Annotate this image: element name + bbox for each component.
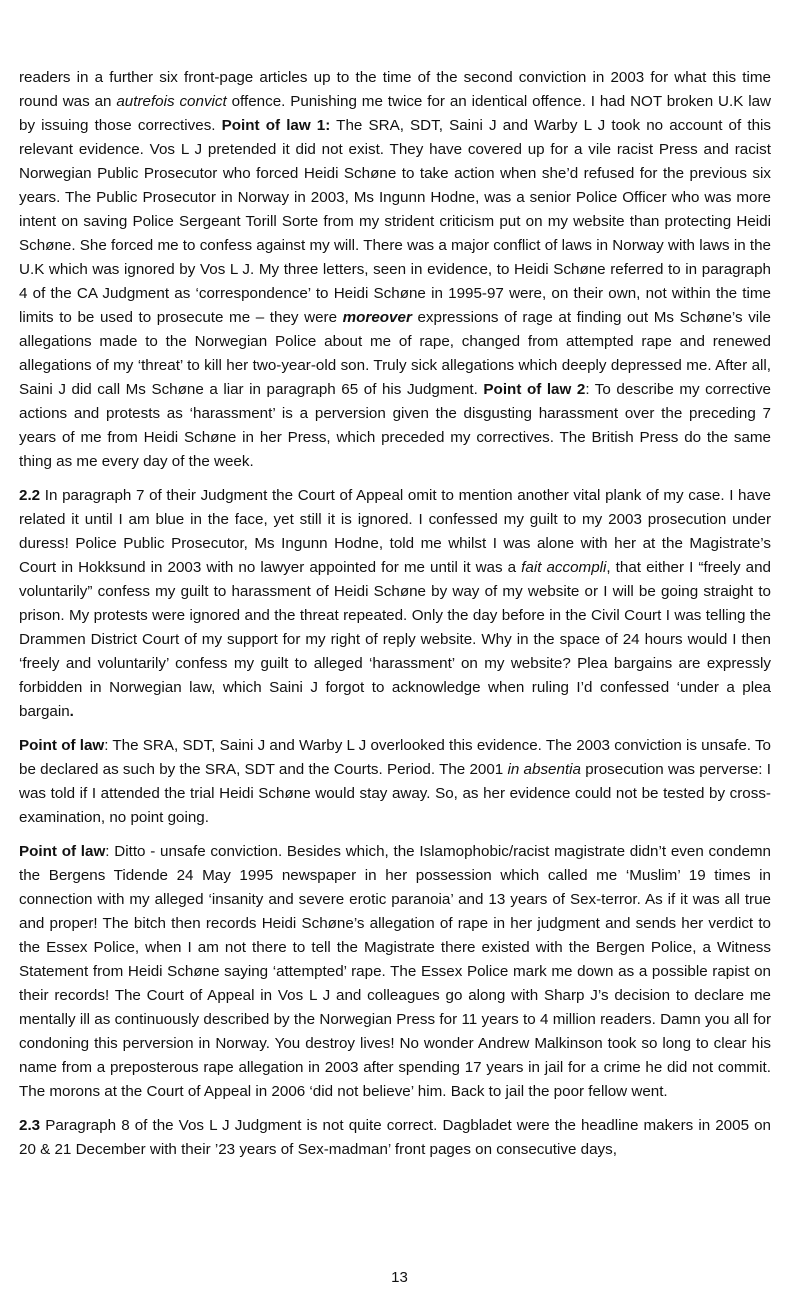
page-number: 13 (391, 1269, 408, 1286)
body-text: expressions of rage at finding out Ms Schøne’s vile allegations made to the Norwegian Police about me of rape, changed from attempted rape and renewed allegations of my ‘threat’ to kill her two-year-old son. Truly sick allegations which deeply depressed me. After all, Saini J did call Ms Schøne a liar in paragraph 65 of his Judgment. (19, 309, 771, 398)
paragraph (19, 734, 771, 830)
body-text: offence. Punishing me twice for an identical offence. I had NOT broken U.K law by issuing those correctives. (19, 93, 771, 134)
bold-italic-text: moreover (342, 309, 412, 326)
document-body (19, 66, 771, 1172)
bold-text: Point of law (19, 737, 105, 754)
paragraph (19, 66, 771, 474)
italic-text: in absentia (507, 761, 581, 778)
body-text: : To describe my corrective actions and protests as ‘harassment’ is a perversion given the disgusting harassment over the preceding 7 years of me from Heidi Schøne in her Press, which preceded my correctives. The British Press do the same thing as me every day of the week. (19, 381, 771, 470)
bold-text: 2.3 (19, 1117, 41, 1134)
body-text: readers in a further six front-page articles up to the time of the second conviction in 2003 for what this time round was an (19, 69, 771, 110)
body-text: prosecution was perverse: I was told if I attended the trial Heidi Schøne would stay away. So, as her evidence could not be tested by cross-examination, no point going. (19, 761, 771, 826)
paragraph (19, 1114, 771, 1162)
bold-text: Point of law (19, 843, 106, 860)
body-text: , that either I “freely and voluntarily” confess my guilt to harassment of Heidi Schøne by way of my website or I will be going straight to prison. My protests were ignored and the threat repeated. Only the day before in the Civil Court I was telling the Drammen District Court of my support for my right of reply website. Why in the space of 24 hours would I then ‘freely and voluntarily’ confess my guilt to alleged ‘harassment’ on my website? Plea bargains are expressly forbidden in Norwegian law, which Saini J forgot to acknowledge when ruling I’d confessed ‘under a plea bargain (19, 559, 771, 720)
bold-text: Point of law 1: (221, 117, 331, 134)
body-text: In paragraph 7 of their Judgment the Court of Appeal omit to mention another vital plank of my case. I have related it until I am blue in the face, yet still it is ignored. I confessed my guilt to my 2003 prosecution under duress! Police Public Prosecutor, Ms Ingunn Hodne, told me whilst I was alone with her at the Magistrate’s Court in Hokksund in 2003 with no lawyer appointed for me until it was a (19, 487, 771, 576)
bold-text: . (69, 703, 74, 720)
paragraph (19, 484, 771, 724)
paragraph (19, 840, 771, 1104)
body-text: : Ditto - unsafe conviction. Besides which, the Islamophobic/racist magistrate didn’t even condemn the Bergens Tidende 24 May 1995 newspaper in her possession which called me ‘Muslim’ 19 times in connection with my alleged ‘insanity and severe erotic paranoia’ and 13 years of Sex-terror. As if it was all true and proper! The bitch then records Heidi Schøne’s allegation of rape in her judgment and sends her verdict to the Essex Police, when I am not there to tell the Magistrate there existed with the Bergen Police, a Witness Statement from Heidi Schøne saying ‘attempted’ rape. The Essex Police mark me down as a possible rapist on their records! The Court of Appeal in Vos L J and colleagues go along with Sharp J’s decision to declare me mentally ill as continuously described by the Norwegian Press for 11 years to 4 million readers. Damn you all for condoning this perversion in Norway. You destroy lives! No wonder Andrew Malkinson took so long to clear his name from a preposterous rape allegation in 2003 after spending 17 years in jail for a crime he did not commit. The morons at the Court of Appeal in 2006 ‘did not believe’ him. Back to jail the poor fellow went. (19, 843, 771, 1100)
italic-text: fait accompli (521, 559, 607, 576)
italic-text: autrefois convict (116, 93, 227, 110)
bold-text: 2.2 (19, 487, 41, 504)
body-text: Paragraph 8 of the Vos L J Judgment is not quite correct. Dagbladet were the headline makers in 2005 on 20 & 21 December with their ’23 years of Sex-madman’ front pages on consecutive days, (19, 1117, 771, 1158)
bold-text: Point of law 2 (483, 381, 586, 398)
body-text: : The SRA, SDT, Saini J and Warby L J overlooked this evidence. The 2003 conviction is unsafe. To be declared as such by the SRA, SDT and the Courts. Period. The 2001 (19, 737, 771, 778)
body-text: The SRA, SDT, Saini J and Warby L J took no account of this relevant evidence. Vos L J pretended it did not exist. They have covered up for a vile racist Press and racist Norwegian Public Prosecutor who forced Heidi Schøne to take action when she’d refused for the previous six years. The Public Prosecutor in Norway in 2003, Ms Ingunn Hodne, was a senior Police Officer who was more intent on saving Police Sergeant Torill Sorte from my strident criticism put on my website than protecting Heidi Schøne. She forced me to confess against my will. There was a major conflict of laws in Norway with laws in the U.K which was ignored by Vos L J. My three letters, seen in evidence, to Heidi Schøne referred to in paragraph 4 of the CA Judgment as ‘correspondence’ to Heidi Schøne in 1995-97 were, on their own, not within the time limits to be used to prosecute me – they were (19, 117, 771, 326)
